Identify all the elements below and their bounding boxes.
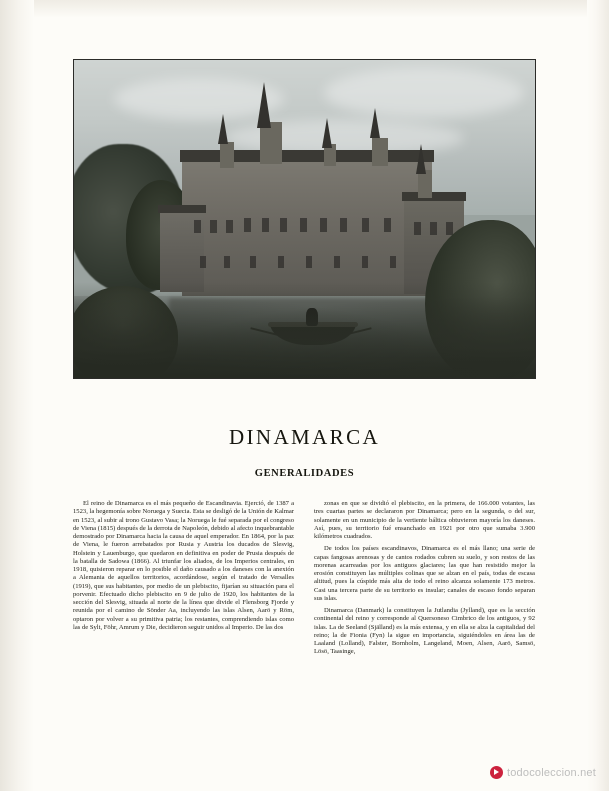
- watermark-text: todocoleccion.net: [506, 766, 596, 779]
- cloud-shape: [324, 68, 524, 118]
- castle-window: [362, 256, 368, 268]
- castle-central-tower: [260, 122, 282, 164]
- castle-window: [250, 256, 256, 268]
- castle-tower: [372, 138, 388, 166]
- castle-window: [210, 220, 217, 233]
- castle-window: [320, 218, 327, 232]
- castle-window: [390, 256, 396, 268]
- section-heading: GENERALIDADES: [254, 468, 355, 479]
- page-top-shadow: [0, 0, 609, 18]
- castle-window: [278, 256, 284, 268]
- castle-window: [280, 218, 287, 232]
- castle-window: [194, 220, 201, 233]
- castle-window: [430, 222, 437, 235]
- castle-tower: [220, 142, 234, 168]
- castle-window: [224, 256, 230, 268]
- paragraph: El reino de Dinamarca es el más pequeño de Escandinavia. Ejerció, de 1387 a 1523, la hegemonía sobre Noruega y Suecia. Esta se desligó de la Unión de Kalmar en 1523, al subir al trono Gustavo Vasa; la Noruega le fué separada por el congreso de Viena (1815) después de la derrota de Napoleón, debido al afecto inquebrantable demostrado por Dinamarca hacia la causa de aquel emperador. En 1864, por la paz de Viena, le fueron arrebatados por Rusia y Austria los ducados de Slesvig, Holstein y Lauenburgo, que quedaron en definitiva en poder de Prusia después de la batalla de Sadowa (1866). Al triunfar los aliados, de los Imperios centrales, en 1918, quisieron reparar en lo posible el daño causado a los daneses con la anexión a Alemania de aquellos territorios, acordándose, según el tratado de Versalles (1919), que sus habitantes, por medio de un plebiscito, fijarían su situación para el porvenir. Efectuado dicho plebiscito en 9 de julio de 1920, los habitantes de la sección del Slesvig, situada al norte de la línea que divide el Flensborg Fjorde y reunida por el camino de Sönder Aa, incluyendo las islas Alsen, Aarö y Röm, optaron por volver a su primitiva patria; los restantes, comprendiendo islas como las de Sylt, Föhr, Amrum y Die, decidieron seguir unidos al Imperio. De las dos: [73, 500, 294, 631]
- castle-window: [200, 256, 206, 268]
- column-left: [73, 500, 294, 657]
- paragraph: Dinamarca (Danmark) la constituyen la Jutlandia (Jylland), que es la sección continental del reino y corresponde al Quersoneso Cimbrico de los antiguos, y 92 islas. La de Seeland (Själland) es la más extensa, y en ella se alza la capitalidad del reino; la de Fionia (Fyn) la sigue en importancia, siguiéndoles en área las de Laaland (Lolland), Falster, Bornholm, Langeland, Moen, Alsen, Aarö, Samsö, Lösö, Taasinge,: [314, 607, 535, 656]
- castle-spire: [370, 108, 380, 138]
- body-columns: [73, 500, 536, 657]
- castle-roof: [180, 150, 434, 162]
- play-circle-icon: [490, 766, 503, 779]
- castle-window: [446, 222, 453, 235]
- watermark: [490, 766, 596, 779]
- castle-left-wing-roof: [158, 205, 206, 213]
- castle-window: [300, 218, 307, 232]
- castle-window: [262, 218, 269, 232]
- castle-spire: [218, 114, 228, 144]
- castle-window: [226, 220, 233, 233]
- paragraph: De todos los países escandinavos, Dinamarca es el más llano; una serie de capas fangosas arenosas y de cantos rodados cubren su suelo, y son restos de las morenas acarreadas por los antiguos glaciares; las que han resistido mejor la erosión constituyen las múltiples colinas que se alzan en el país, todas de escasa altitud, pues la cúspide más alta de todo el reino alcanza solamente 173 metros. Casi una tercera parte de su territorio es insular; canales de escaso fondo separan sus islas.: [314, 545, 535, 602]
- castle-central-spire: [257, 82, 271, 128]
- castle-spire: [416, 144, 426, 174]
- reeds-foreground: [74, 282, 535, 378]
- castle-spire: [322, 118, 332, 148]
- castle-window: [414, 222, 421, 235]
- page-title: DINAMARCA: [228, 425, 381, 449]
- castle-window: [384, 218, 391, 232]
- castle-right-wing-roof: [402, 192, 466, 201]
- castle-main-block: [182, 156, 432, 296]
- castle-window: [334, 256, 340, 268]
- paragraph: zonas en que se dividió el plebiscito, en la primera, de 166.000 votantes, las tres cuartas partes se declararon por Dinamarca; pero en la segunda, o del sur, solamente en un municipio de la vertiente báltica obtuvieron mayoría los daneses. Así, pues, su territorio fué ensanchado en 1921 por otro que sumaba 3.900 kilómetros cuadrados.: [314, 500, 535, 540]
- column-right: [314, 500, 535, 657]
- page-left-shadow: [0, 0, 34, 791]
- castle-window: [362, 218, 369, 232]
- castle-window: [340, 218, 347, 232]
- photograph: [73, 59, 536, 379]
- castle-window: [244, 218, 251, 232]
- castle-window: [306, 256, 312, 268]
- castle-tower: [418, 170, 432, 198]
- photograph-image: [74, 60, 535, 378]
- page-right-shadow: [587, 0, 609, 791]
